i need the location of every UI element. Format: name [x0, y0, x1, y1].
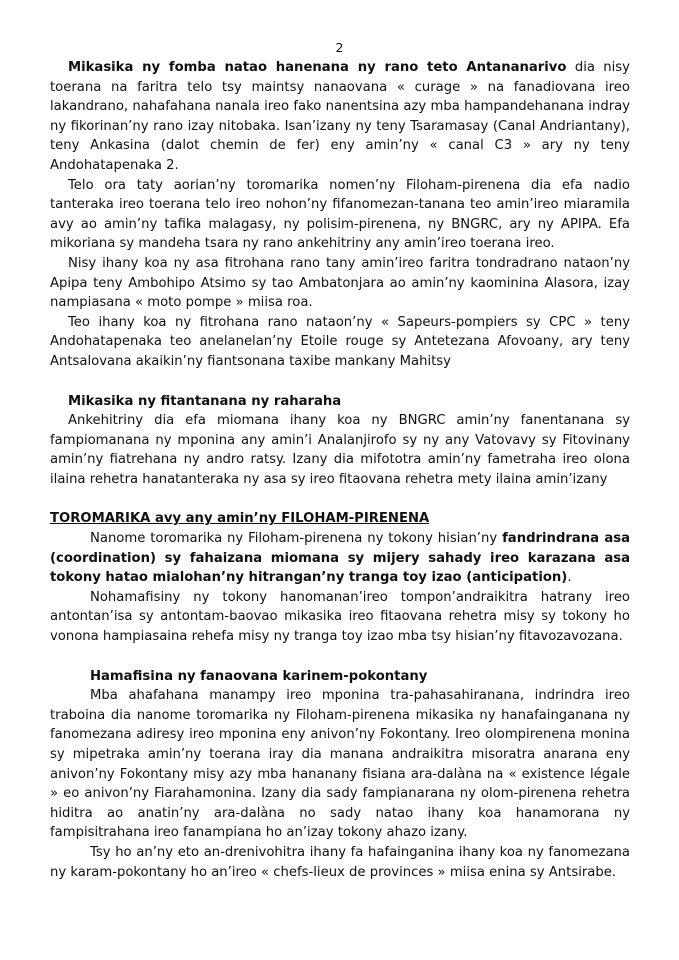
- paragraph-cleaning-result: Telo ora taty aorian’ny toromarika nomen’ny Filoham-pirenena dia efa nadio tanteraka ireo toerana telo ireo nohon’ny fifanomezan-tanana teo amin’ireo miaramila avy ao amin’ny tafika malagasy, ny polisim-pirenena, ny BNGRC, ary ny APIPA. Efa mikoriana sy mandeha tsara ny rano ankehitriny any amin’ireo toerana ireo.: [50, 177, 630, 252]
- paragraph-coordination-bold: fandrindrana asa (coordination) sy fahaizana miomana sy mijery sahady ireo karazana asa tokony hatao mialohan’ny hitrangan’ny tranga toy izao (anticipation): [50, 531, 631, 586]
- paragraph-addressing: Mba ahafahana manampy ireo mponina tra-pahasahiranana, indrindra ireo traboina dia nanome toromarika ny Filoham-pirenena mikasika ny hanafainganana ny fanomezana adiresy ireo mponina eny anivon’ny Fokontany. Ireo olompirenena monina sy mipetraka amin’ny toerana iray dia manana andraikitra misoratra anarana eny anivon’ny Fokontany misy azy mba hananany fisiana ara-dalàna na « existence légale » eo anivon’ny Fiarahamonina. Izany dia sady fampianarana ny olom-pirenena rehetra hiditra ao anatin’ny ara-dalàna no sady natao ihany koa hanamorana ny fampisitrahana ireo fanampiana ho an’izay tokony ahazo izany.: [50, 688, 630, 841]
- section-heading-presidential-instructions: TOROMARIKA avy any amin’ny FILOHAM-PIRENENA: [50, 511, 430, 527]
- paragraph-apipa-pumping: Nisy ihany koa ny asa fitrohana rano tany amin’ireo faritra tondradrano nataon’ny Apipa teny Ambohipo Atsimo sy tao Ambatonjara ao amin’ny kaominina Alasora, izay nampiasana « moto pompe » miisa roa.: [50, 255, 630, 311]
- page-number: 2: [335, 40, 344, 55]
- paragraph-text: Nanome toromarika ny Filoham-pirenena ny tokony hisian’ny: [90, 531, 503, 547]
- document-body: [50, 58, 630, 882]
- paragraph-text: .: [567, 570, 572, 586]
- section-heading-fokontany-card: Hamafisina ny fanaovana karinem-pokontany: [90, 668, 428, 684]
- paragraph-lead-bold: Mikasika ny fomba natao hanenana ny rano teto Antananarivo: [68, 60, 567, 75]
- paragraph-coordination: [50, 529, 630, 588]
- paragraph-bngrc-preparation: Ankehitriny dia efa miomana ihany koa ny BNGRC amin’ny fanentanana sy fampiomanana ny mponina any amin’i Analanjirofo sy ny any Vatovavy sy Fitovinany amin’ny fiatrehana ny andro ratsy. Izany dia mifototra amin’ny fametraha ireo olona ilaina rehetra hanatanteraka ny asa sy ireo fitaovana rehetra mety ilaina amin’izany: [50, 413, 630, 487]
- section-heading-management: Mikasika ny fitantanana ny raharaha: [68, 393, 342, 409]
- paragraph-curage: [50, 58, 630, 176]
- paragraph-text: dia nisy toerana na faritra telo tsy maintsy nanaovana « curage » na fanadiovana ireo lakandrano, nahafahana nanala ireo fako nanentsina azy mba hampandehanana indray ny fikorinan’ny rano izay nitobaka. Isan’izany ny teny Tsaramasay (Canal Andriantany), teny Ankasina (dalot chemin de fer) eny amin’ny « canal C3 » ary ny teny Andohatapenaka 2.: [50, 60, 630, 173]
- paragraph-provinces: Tsy ho an’ny eto an-drenivohitra ihany fa hafainganina ihany koa ny fanomezana ny karam-pokontany ho an’ireo « chefs-lieux de provinces » miisa enina sy Antsirabe.: [50, 844, 630, 880]
- paragraph-statistics: Nohamafisiny ny tokony hanomanan’ireo tompon’andraikitra hatrany ireo antontan’isa sy antontam-baovao mikasika ireo fitaovana rehetra misy sy tokony ho vonona hampiasaina rehefa misy ny tranga toy izao mba tsy hisian’ny fitavozavozana.: [50, 589, 630, 645]
- paragraph-firefighters-pumping: Teo ihany koa ny fitrohana rano nataon’ny « Sapeurs-pompiers sy CPC » teny Andohatapenaka teo anelanelan’ny Etoile rouge sy Antetezana Afovoany, ary teny Antsalovana akaikin’ny fiantsonana taxibe mankany Mahitsy: [50, 314, 630, 369]
